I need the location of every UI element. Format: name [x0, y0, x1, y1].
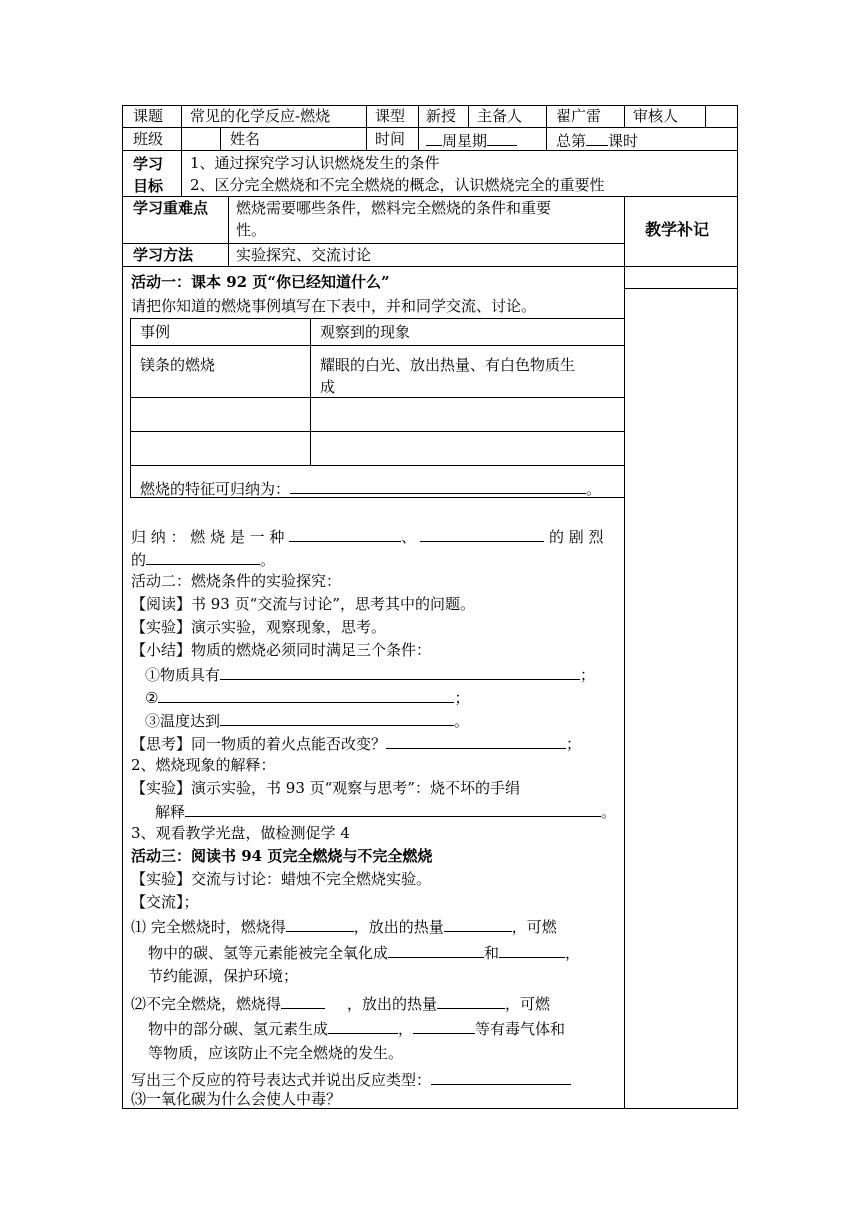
summary-line-2[interactable]: 的 。: [131, 548, 275, 570]
activity-2-conclusion: 【小结】物质的燃烧必须同时满足三个条件：: [131, 641, 432, 659]
examples-header-phenomenon: 观察到的现象: [320, 323, 411, 341]
activity-1-instruction: 请把你知道的燃烧事例填写在下表中，并和同学交流、讨论。: [131, 297, 537, 315]
method-value: 实验探究、交流讨论: [236, 246, 372, 264]
lead-preparer-label: 主备人: [477, 107, 523, 125]
example-magnesium: 镁条的燃烧: [140, 356, 216, 374]
goals-label-2: 目标: [133, 177, 164, 195]
condition-3-field[interactable]: ③温度达到 。: [145, 709, 469, 731]
topic-label: 课题: [133, 107, 164, 125]
incomplete-combustion-line-2[interactable]: 物中的部分碳、氢元素生成 ， 等有毒气体和: [148, 1017, 565, 1039]
phenomenon-magnesium-line-2: 成: [320, 378, 336, 396]
activity-2-experiment: 【实验】演示实验，观察现象，思考。: [131, 618, 387, 636]
method-label: 学习方法: [133, 246, 194, 264]
explanation-field[interactable]: 解释 。: [155, 800, 616, 822]
think-field[interactable]: 【思考】同一物质的着火点能否改变？ ；: [131, 732, 581, 754]
activity-3-title: 活动三：阅读书 94 页完全燃烧与不完全燃烧: [131, 847, 433, 865]
key-points-line-2: 性。: [236, 221, 267, 239]
goal-item-2: 2、区分完全燃烧和不完全燃烧的概念，认识燃烧完全的重要性: [190, 176, 605, 194]
topic-value: 常见的化学反应-燃烧: [190, 107, 331, 125]
feature-field[interactable]: 燃烧的特征可归纳为： 。: [140, 477, 601, 499]
class-label: 班级: [133, 130, 164, 148]
incomplete-combustion-line-3: 等物质，应该防止不完全燃烧的发生。: [148, 1044, 404, 1062]
goal-item-1: 1、通过探究学习认识燃烧发生的条件: [190, 154, 440, 172]
activity-1-title: 活动一：课本 92 页“你已经知道什么”: [131, 273, 390, 291]
summary-line-1[interactable]: 归 纳 ： 燃 烧 是 一 种 、 的 剧 烈: [131, 525, 604, 547]
lead-preparer-value: 翟广雷: [556, 107, 602, 125]
incomplete-combustion-line-1[interactable]: ⑵不完全燃烧，燃烧得 ，放出的热量 ，可燃: [131, 992, 550, 1014]
time-label: 时间: [375, 130, 406, 148]
explanation-title: 2、燃烧现象的解释：: [131, 756, 276, 774]
carbon-monoxide-question: ⑶一氧化碳为什么会使人中毒？: [131, 1090, 342, 1108]
week-field[interactable]: 周星期: [426, 129, 517, 151]
complete-combustion-line-2[interactable]: 物中的碳、氢等元素能被完全氧化成 和 ，: [148, 941, 580, 963]
activity-3-experiment: 【实验】交流与讨论：蜡烛不完全燃烧实验。: [131, 870, 432, 888]
example-blank-row-2[interactable]: [131, 432, 623, 465]
examples-header-example: 事例: [140, 323, 171, 341]
explanation-experiment: 【实验】演示实验，书 93 页“观察与思考”：烧不坏的手绢: [131, 779, 520, 797]
reviewer-label: 审核人: [633, 107, 679, 125]
condition-1-field[interactable]: ①物质具有 ；: [145, 663, 595, 685]
lesson-type-value: 新授: [426, 107, 457, 125]
phenomenon-magnesium-line-1: 耀眼的白光、放出热量、有白色物质生: [320, 356, 576, 374]
lesson-type-label: 课型: [375, 107, 406, 125]
name-label: 姓名: [230, 130, 261, 148]
disc-instruction: 3、观看教学光盘，做检测促学 4: [131, 824, 350, 842]
key-points-line-1: 燃烧需要哪些条件，燃料完全燃烧的条件和重要: [236, 199, 552, 217]
teaching-notes-title: 教学补记: [645, 220, 710, 239]
activity-2-read: 【阅读】书 93 页“交流与讨论”，思考其中的问题。: [131, 595, 475, 613]
write-equations-field[interactable]: 写出三个反应的符号表达式并说出反应类型：: [131, 1068, 571, 1090]
complete-combustion-line-1[interactable]: ⑴ 完全燃烧时，燃烧得 ，放出的热量 ，可燃: [131, 915, 557, 937]
complete-combustion-line-3: 节约能源，保护环境；: [148, 967, 299, 985]
key-points-label: 学习重难点: [133, 199, 209, 217]
activity-2-title: 活动二：燃烧条件的实验探究：: [131, 572, 342, 590]
example-blank-row-1[interactable]: [131, 398, 623, 431]
condition-2-field[interactable]: ② ；: [145, 686, 469, 708]
goals-label-1: 学习: [133, 155, 164, 173]
activity-3-exchange: 【交流】；: [131, 893, 199, 911]
lesson-count-field[interactable]: 总第 课时: [556, 129, 638, 151]
